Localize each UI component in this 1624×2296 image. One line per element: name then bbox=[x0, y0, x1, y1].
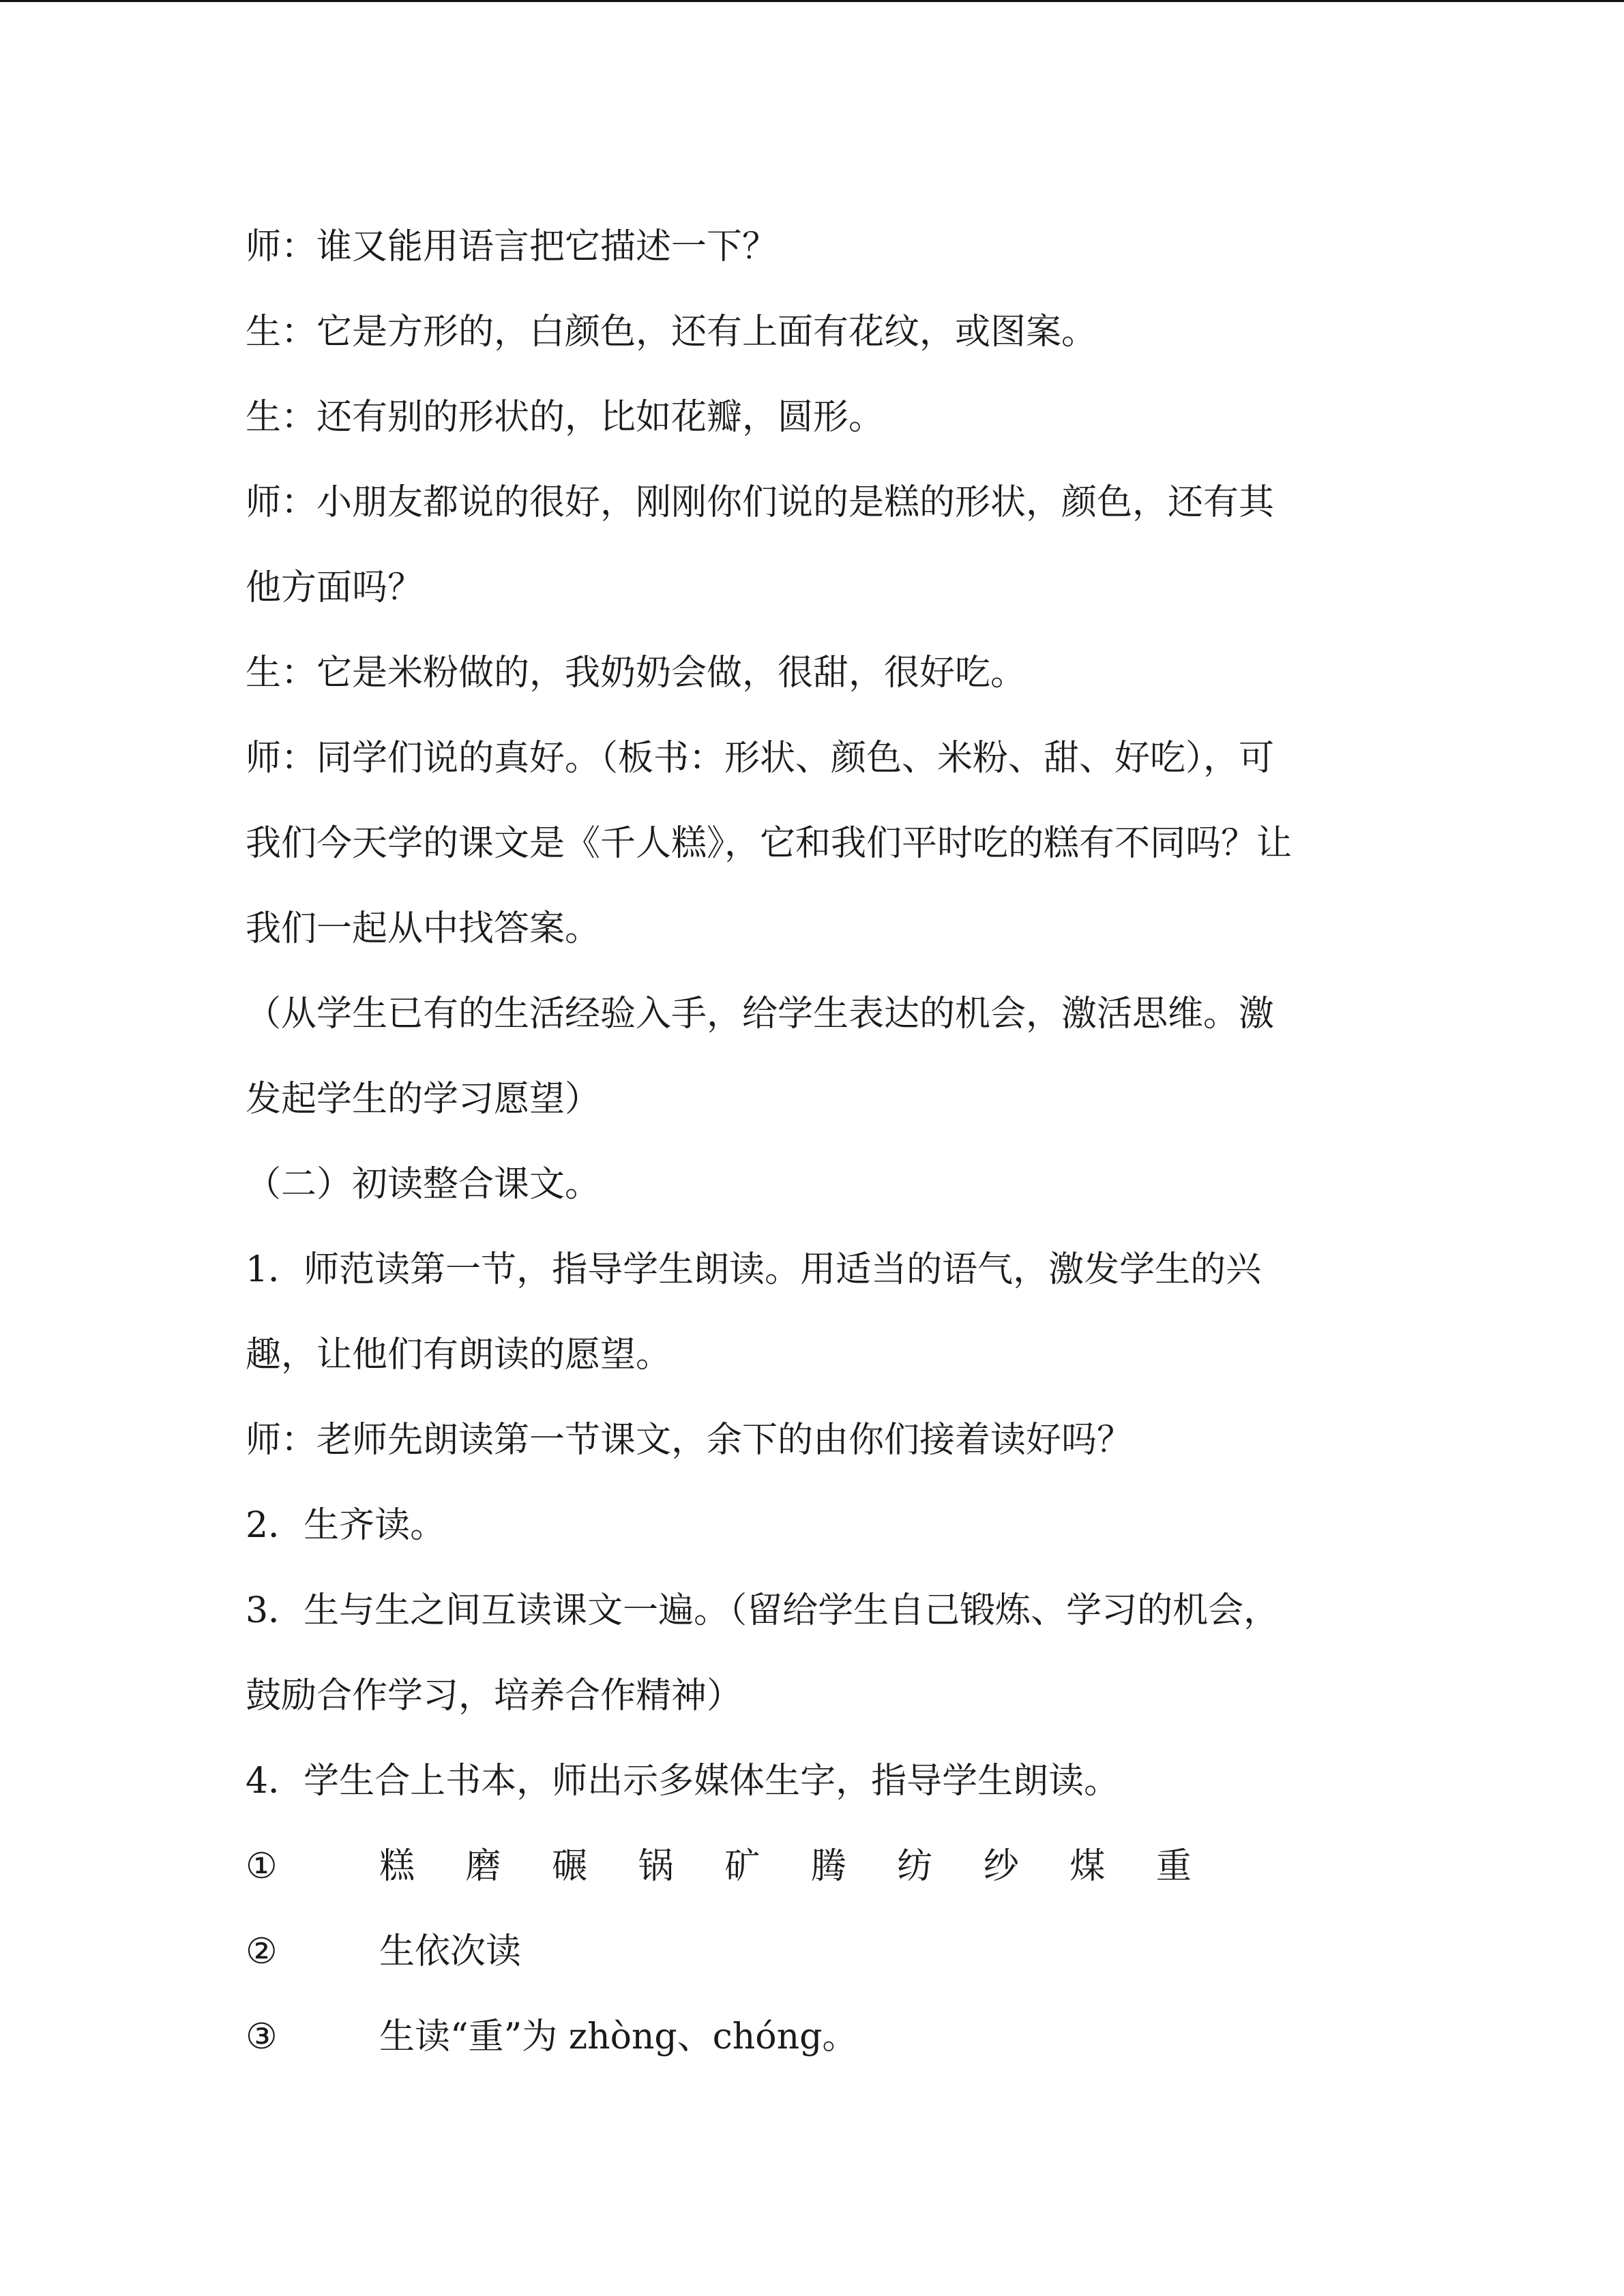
paragraph-line: 趣，让他们有朗读的愿望。 bbox=[246, 1335, 672, 1375]
character: 锅 bbox=[638, 1846, 674, 1887]
character: 重 bbox=[1155, 1846, 1192, 1887]
character-list bbox=[379, 1824, 1231, 1909]
list-item bbox=[246, 1995, 1405, 2080]
paragraph-line: 2．生齐读。 bbox=[246, 1505, 446, 1546]
paragraph-line: 生：还有别的形状的，比如花瓣，圆形。 bbox=[246, 397, 885, 438]
character: 磨 bbox=[465, 1846, 501, 1887]
list-marker: ③ bbox=[246, 2016, 278, 2057]
list-item-text: 生读“重”为 zhòng、chóng。 bbox=[379, 2016, 858, 2057]
character: 腾 bbox=[810, 1846, 846, 1887]
character: 糕 bbox=[379, 1846, 415, 1887]
paragraph-line: 发起学生的学习愿望） bbox=[246, 1079, 601, 1120]
list-item-text: 生依次读 bbox=[379, 1931, 522, 1972]
list-marker: ① bbox=[246, 1846, 278, 1887]
paragraph-line: 生：它是米粉做的，我奶奶会做，很甜，很好吃。 bbox=[246, 653, 1027, 694]
character: 纱 bbox=[983, 1846, 1019, 1887]
paragraph-line: 我们今天学的课文是《千人糕》，它和我们平时吃的糕有不同吗？让 bbox=[246, 823, 1293, 864]
top-border-rule bbox=[0, 0, 1624, 2]
paragraph-line: 我们一起从中找答案。 bbox=[246, 908, 601, 949]
paragraph-line: 生：它是方形的，白颜色，还有上面有花纹，或图案。 bbox=[246, 312, 1097, 353]
paragraph-line: （从学生已有的生活经验入手，给学生表达的机会，激活思维。激 bbox=[246, 994, 1275, 1034]
paragraph-line: 4．学生合上书本，师出示多媒体生字，指导学生朗读。 bbox=[246, 1761, 1120, 1802]
paragraph-line: 1．师范读第一节，指导学生朗读。用适当的语气，激发学生的兴 bbox=[246, 1249, 1262, 1290]
list-item bbox=[246, 1824, 1405, 1909]
paragraph-line: 他方面吗？ bbox=[246, 567, 424, 608]
list-marker: ② bbox=[246, 1931, 278, 1972]
paragraph-line: 师：老师先朗读第一节课文，余下的由你们接着读好吗？ bbox=[246, 1420, 1133, 1461]
paragraph-line: 师：同学们说的真好。（板书：形状、颜色、米粉、甜、好吃），可 bbox=[246, 738, 1275, 779]
paragraph-line: 鼓励合作学习，培养合作精神） bbox=[246, 1675, 743, 1716]
document-page bbox=[246, 205, 1405, 2080]
paragraph-line: 3．生与生之间互读课文一遍。（留给学生自己锻炼、学习的机会， bbox=[246, 1590, 1280, 1631]
character: 碾 bbox=[552, 1846, 588, 1887]
character: 煤 bbox=[1069, 1846, 1106, 1887]
character: 纺 bbox=[897, 1846, 933, 1887]
section-heading: （二）初读整合课文。 bbox=[246, 1164, 601, 1205]
paragraph-line: 师：小朋友都说的很好，刚刚你们说的是糕的形状，颜色，还有其 bbox=[246, 482, 1275, 523]
list-item bbox=[246, 1909, 1405, 1995]
character: 矿 bbox=[724, 1846, 761, 1887]
paragraph-line: 师：谁又能用语言把它描述一下？ bbox=[246, 226, 778, 267]
